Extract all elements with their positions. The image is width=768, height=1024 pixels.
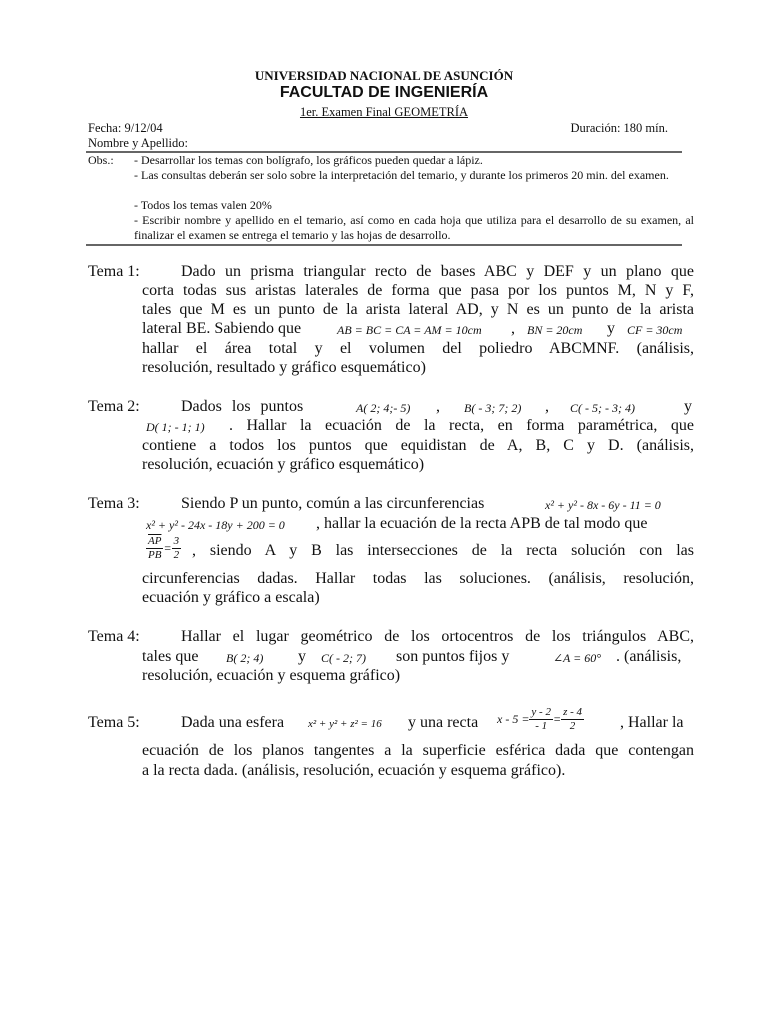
tema-text: son puntos fijos y (396, 648, 510, 665)
conjunction: y (684, 398, 692, 415)
tema-text: lateral BE. Sabiendo que (142, 320, 302, 337)
tema-text: contiene a todos los puntos que equidistan de A, B, C y D. (análisis, (142, 437, 694, 454)
conjunction: y (298, 648, 306, 665)
tema-text: Siendo P un punto, común a las circunferencias (181, 495, 485, 512)
tema-text: resolución, ecuación y gráfico esquemático) (142, 456, 425, 473)
tema-text: resolución, ecuación y esquema gráfico) (142, 667, 401, 684)
obs-item: - Las consultas deberán ser solo sobre la interpretación del temario, y durante los primeros 20 min. del examen. (134, 168, 669, 182)
obs-item: - Todos los temas valen 20% (134, 198, 272, 212)
tema-text: resolución, resultado y gráfico esquemático) (142, 359, 426, 376)
point-a: A( 2; 4;- 5) (356, 401, 411, 415)
tema-text: hallar el área total y el volumen del poliedro ABCMNF. (análisis, (142, 340, 694, 357)
obs-item: - Escribir nombre y apellido en el temario, así como en cada hoja que utiliza para el desarrollo de su examen, al finalizar el examen se entrega el temario y las hojas de desarrollo. (134, 213, 694, 242)
ratio-numerator: $\overline{AP}$ (148, 535, 162, 547)
ratio-value-denominator: 2 (173, 549, 180, 561)
point-c: C( - 5; - 3; 4) (570, 401, 635, 415)
tema-text: a la recta dada. (análisis, resolución, ecuación y esquema gráfico). (142, 762, 566, 779)
tema-label: Tema 3: (88, 495, 140, 512)
equation-ab: AB = BC = CA = AM = 10cm (337, 323, 482, 337)
faculty-name: FACULTAD DE INGENIERÍA (279, 84, 489, 101)
ratio-denominator: PB (148, 549, 162, 561)
tema-text: , hallar la ecuación de la recta APB de tal modo que (316, 515, 648, 532)
tema-text: , Hallar la (620, 714, 684, 731)
exam-date: Fecha: 9/12/04 (88, 121, 163, 135)
line-equals: = (552, 712, 562, 727)
university-name: UNIVERSIDAD NACIONAL DE ASUNCIÓN (254, 68, 514, 83)
tema-label: Tema 2: (88, 398, 140, 415)
angle-a: ∠A = 60° (553, 651, 602, 665)
circle-2-equation: x² + y² - 24x - 18y + 200 = 0 (146, 518, 285, 532)
point-c: C( - 2; 7) (321, 651, 366, 665)
circle-1-equation: x² + y² - 8x - 6y - 11 = 0 (545, 498, 661, 512)
line-equation (497, 706, 584, 733)
obs-item: - Desarrollar los temas con bolígrafo, los gráficos pueden quedar a lápiz. (134, 153, 483, 167)
point-d: D( 1; - 1; 1) (146, 420, 205, 434)
tema-text: . (análisis, (616, 648, 682, 665)
ratio-equals: = (163, 541, 172, 556)
tema-text: corta todas sus aristas laterales de forma que pasa por los puntos M, N y F, (142, 282, 694, 299)
tema-text: Hallar el lugar geométrico de los ortocentros de los triángulos ABC, (181, 628, 694, 645)
line-numerator-2: z - 4 (563, 706, 583, 718)
conjunction: y (607, 320, 615, 337)
ratio-expression (146, 535, 181, 562)
equation-bn: BN = 20cm (527, 323, 583, 337)
exam-title: 1er. Examen Final GEOMETRÍA (299, 105, 469, 119)
sphere-equation: x² + y² + z² = 16 (308, 718, 382, 730)
tema-text: , siendo A y B las intersecciones de la recta solución con las (192, 542, 694, 559)
ratio-value-numerator: 3 (173, 535, 180, 547)
point-b: B( - 3; 7; 2) (464, 401, 522, 415)
tema-text: . Hallar la ecuación de la recta, en forma paramétrica, que (229, 417, 694, 434)
line-x-part: x - 5 = (497, 712, 530, 727)
tema-text: y una recta (408, 714, 479, 731)
line-numerator-1: y - 2 (531, 706, 551, 718)
obs-label: Obs.: (88, 153, 114, 167)
tema-label: Tema 1: (88, 263, 140, 280)
tema-text: ecuación y gráfico a escala) (142, 589, 320, 606)
obs-divider (86, 244, 682, 246)
point-b: B( 2; 4) (226, 651, 264, 665)
line-denominator-1: - 1 (535, 720, 548, 732)
tema-label: Tema 4: (88, 628, 140, 645)
equation-cf: CF = 30cm (627, 323, 683, 337)
tema-text: Dados los puntos (181, 398, 304, 415)
tema-text: tales que M es un punto de la arista lateral AD, y N es un punto de la arista (142, 301, 694, 318)
tema-text: circunferencias dadas. Hallar todas las soluciones. (análisis, resolución, (142, 570, 694, 587)
tema-label: Tema 5: (88, 714, 140, 731)
tema-text: tales que (142, 648, 199, 665)
tema-text: Dada una esfera (181, 714, 285, 731)
exam-duration: Duración: 180 mín. (570, 121, 668, 135)
tema-text: Dado un prisma triangular recto de bases ABC y DEF y un plano que (181, 263, 694, 280)
tema-text: ecuación de los planos tangentes a la superficie esférica dada que contengan (142, 742, 694, 759)
line-denominator-2: 2 (569, 720, 576, 732)
name-label: Nombre y Apellido: (88, 136, 188, 150)
